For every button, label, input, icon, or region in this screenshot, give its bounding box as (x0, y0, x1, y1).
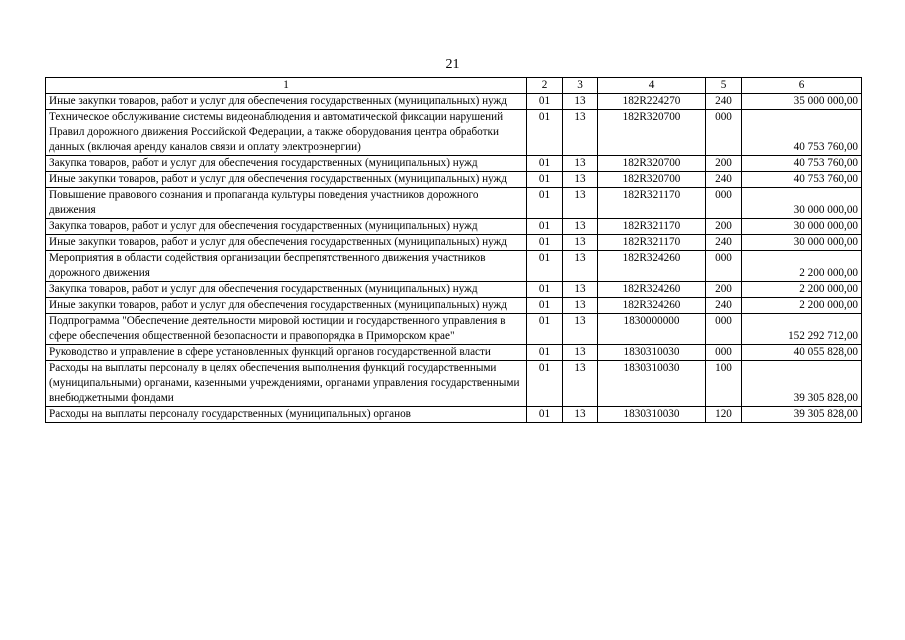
section-code-cell: 01 (527, 235, 563, 251)
amount-cell: 152 292 712,00 (742, 314, 862, 345)
table-row (46, 345, 862, 361)
section-code-cell: 01 (527, 345, 563, 361)
section-code-cell: 01 (527, 361, 563, 407)
table-row (46, 361, 862, 407)
subsection-code-cell: 13 (563, 298, 598, 314)
target-article-cell: 182R320700 (598, 110, 706, 156)
subsection-code-cell: 13 (563, 156, 598, 172)
subsection-code-cell: 13 (563, 361, 598, 407)
row-name-cell: Техническое обслуживание системы видеонаблюдения и автоматической фиксации нарушений Правил дорожного движения Российской Федерации, а также оборудования центра обработки данных (включая аренду каналов связи и оплату электроэнергии) (46, 110, 527, 156)
header-cell: 1 (46, 78, 527, 94)
expense-type-cell: 240 (706, 94, 742, 110)
subsection-code-cell: 13 (563, 110, 598, 156)
row-name-cell: Закупка товаров, работ и услуг для обеспечения государственных (муниципальных) нужд (46, 282, 527, 298)
expense-type-cell: 240 (706, 235, 742, 251)
target-article-cell: 1830310030 (598, 407, 706, 423)
table-row (46, 156, 862, 172)
row-name-cell: Иные закупки товаров, работ и услуг для обеспечения государственных (муниципальных) нужд (46, 172, 527, 188)
table-row (46, 282, 862, 298)
target-article-cell: 1830310030 (598, 361, 706, 407)
row-name-cell: Иные закупки товаров, работ и услуг для обеспечения государственных (муниципальных) нужд (46, 235, 527, 251)
table-row (46, 251, 862, 282)
row-name-cell: Иные закупки товаров, работ и услуг для обеспечения государственных (муниципальных) нужд (46, 94, 527, 110)
section-code-cell: 01 (527, 156, 563, 172)
row-name-cell: Руководство и управление в сфере установленных функций органов государственной власти (46, 345, 527, 361)
amount-cell: 2 200 000,00 (742, 298, 862, 314)
row-name-cell: Закупка товаров, работ и услуг для обеспечения государственных (муниципальных) нужд (46, 219, 527, 235)
amount-cell: 2 200 000,00 (742, 282, 862, 298)
budget-table (45, 77, 862, 423)
amount-cell: 40 753 760,00 (742, 172, 862, 188)
expense-type-cell: 100 (706, 361, 742, 407)
expense-type-cell: 240 (706, 172, 742, 188)
subsection-code-cell: 13 (563, 282, 598, 298)
subsection-code-cell: 13 (563, 251, 598, 282)
section-code-cell: 01 (527, 219, 563, 235)
header-cell: 6 (742, 78, 862, 94)
amount-cell: 40 753 760,00 (742, 110, 862, 156)
table-row (46, 314, 862, 345)
target-article-cell: 182R320700 (598, 172, 706, 188)
expense-type-cell: 200 (706, 219, 742, 235)
target-article-cell: 182R321170 (598, 219, 706, 235)
table-row (46, 407, 862, 423)
expense-type-cell: 000 (706, 251, 742, 282)
amount-cell: 30 000 000,00 (742, 219, 862, 235)
section-code-cell: 01 (527, 282, 563, 298)
header-cell: 2 (527, 78, 563, 94)
table-header-row (46, 78, 862, 94)
target-article-cell: 182R324260 (598, 282, 706, 298)
expense-type-cell: 120 (706, 407, 742, 423)
expense-type-cell: 240 (706, 298, 742, 314)
page-number: 21 (445, 57, 460, 72)
row-name-cell: Повышение правового сознания и пропаганда культуры поведения участников дорожного движения (46, 188, 527, 219)
target-article-cell: 182R321170 (598, 188, 706, 219)
expense-type-cell: 000 (706, 188, 742, 219)
header-cell: 3 (563, 78, 598, 94)
header-cell: 4 (598, 78, 706, 94)
section-code-cell: 01 (527, 251, 563, 282)
table-row (46, 235, 862, 251)
subsection-code-cell: 13 (563, 314, 598, 345)
subsection-code-cell: 13 (563, 172, 598, 188)
amount-cell: 35 000 000,00 (742, 94, 862, 110)
target-article-cell: 182R321170 (598, 235, 706, 251)
amount-cell: 39 305 828,00 (742, 407, 862, 423)
section-code-cell: 01 (527, 188, 563, 219)
table-row (46, 110, 862, 156)
row-name-cell: Иные закупки товаров, работ и услуг для обеспечения государственных (муниципальных) нужд (46, 298, 527, 314)
table-row (46, 94, 862, 110)
subsection-code-cell: 13 (563, 407, 598, 423)
expense-type-cell: 000 (706, 314, 742, 345)
amount-cell: 39 305 828,00 (742, 361, 862, 407)
subsection-code-cell: 13 (563, 345, 598, 361)
target-article-cell: 182R320700 (598, 156, 706, 172)
section-code-cell: 01 (527, 407, 563, 423)
section-code-cell: 01 (527, 314, 563, 345)
expense-type-cell: 200 (706, 282, 742, 298)
target-article-cell: 1830000000 (598, 314, 706, 345)
section-code-cell: 01 (527, 172, 563, 188)
section-code-cell: 01 (527, 298, 563, 314)
section-code-cell: 01 (527, 94, 563, 110)
header-cell: 5 (706, 78, 742, 94)
row-name-cell: Мероприятия в области содействия организации беспрепятственного движения участников дорожного движения (46, 251, 527, 282)
target-article-cell: 1830310030 (598, 345, 706, 361)
subsection-code-cell: 13 (563, 188, 598, 219)
table-row (46, 298, 862, 314)
amount-cell: 30 000 000,00 (742, 235, 862, 251)
amount-cell: 2 200 000,00 (742, 251, 862, 282)
section-code-cell: 01 (527, 110, 563, 156)
target-article-cell: 182R224270 (598, 94, 706, 110)
amount-cell: 40 753 760,00 (742, 156, 862, 172)
expense-type-cell: 200 (706, 156, 742, 172)
row-name-cell: Подпрограмма "Обеспечение деятельности мировой юстиции и государственного управления в сфере обеспечения общественной безопасности и правопорядка в Приморском крае" (46, 314, 527, 345)
row-name-cell: Расходы на выплаты персоналу в целях обеспечения выполнения функций государственными (муниципальными) органами, казенными учреждениями, органами управления государственными внебюджетными фондами (46, 361, 527, 407)
subsection-code-cell: 13 (563, 94, 598, 110)
subsection-code-cell: 13 (563, 235, 598, 251)
target-article-cell: 182R324260 (598, 298, 706, 314)
row-name-cell: Закупка товаров, работ и услуг для обеспечения государственных (муниципальных) нужд (46, 156, 527, 172)
expense-type-cell: 000 (706, 110, 742, 156)
target-article-cell: 182R324260 (598, 251, 706, 282)
expense-type-cell: 000 (706, 345, 742, 361)
row-name-cell: Расходы на выплаты персоналу государственных (муниципальных) органов (46, 407, 527, 423)
amount-cell: 30 000 000,00 (742, 188, 862, 219)
table-row (46, 219, 862, 235)
table-row (46, 172, 862, 188)
table-row (46, 188, 862, 219)
amount-cell: 40 055 828,00 (742, 345, 862, 361)
subsection-code-cell: 13 (563, 219, 598, 235)
